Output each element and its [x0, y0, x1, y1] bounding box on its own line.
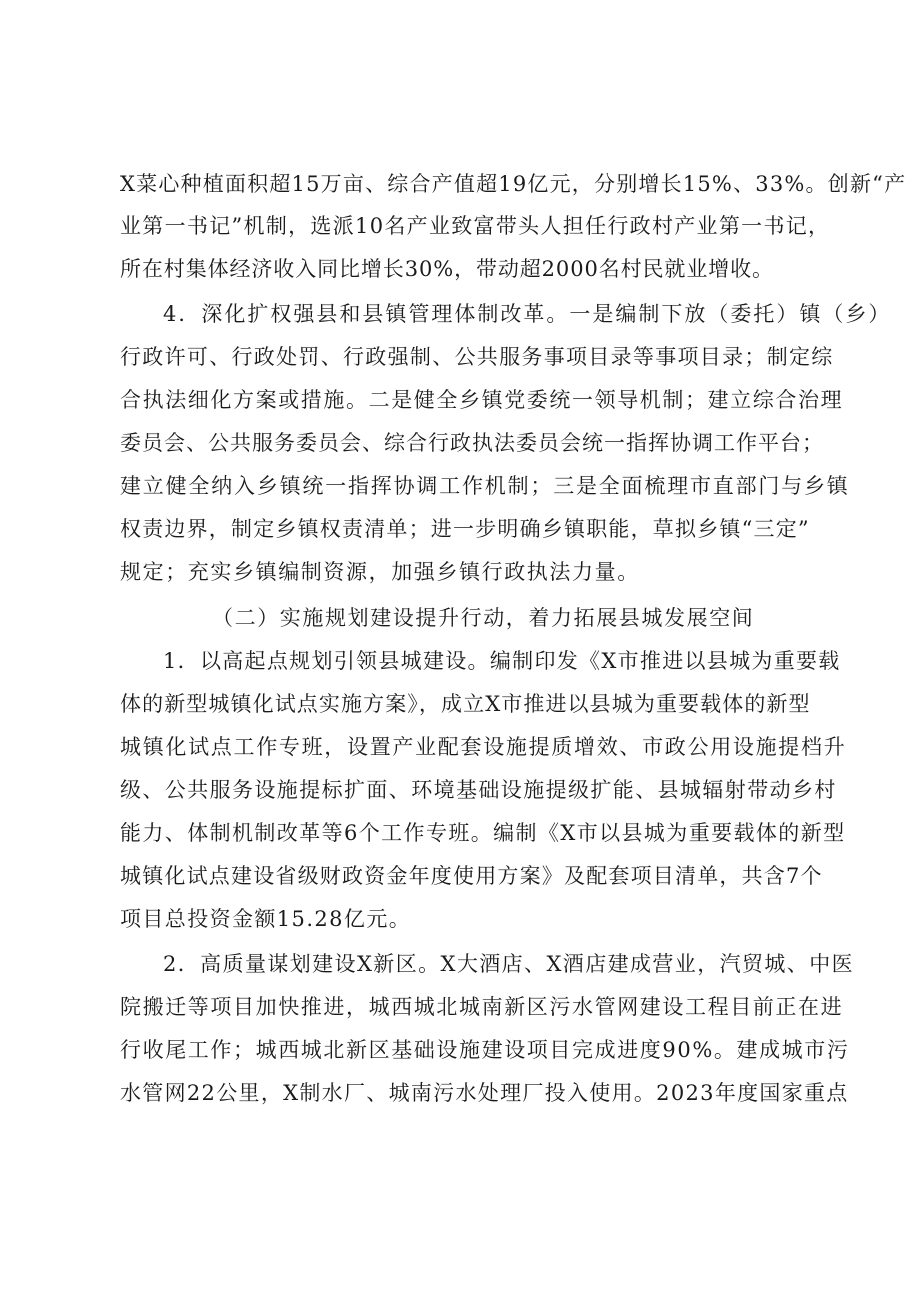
paragraph-line: 项目总投资金额15.28亿元。	[120, 907, 412, 931]
paragraph-line: 委员会、公共服务委员会、综合行政执法委员会统一指挥协调工作平台；	[120, 431, 824, 455]
paragraph-line: 行收尾工作；城西城北新区基础设施建设项目完成进度90%。建成城市污	[120, 1038, 850, 1062]
paragraph-line: 建立健全纳入乡镇统一指挥协调工作机制；三是全面梳理市直部门与乡镇	[120, 474, 850, 498]
paragraph-line: 城镇化试点建设省级财政资金年度使用方案》及配套项目清单，共含7个	[120, 864, 823, 888]
paragraph-line: 行政许可、行政处罚、行政强制、公共服务事项目录等事项目录；制定综	[120, 345, 834, 369]
paragraph-line: 合执法细化方案或措施。二是健全乡镇党委统一领导机制；建立综合治理	[120, 388, 844, 412]
paragraph-line: X菜心种植面积超15万亩、综合产值超19亿元，分别增长15%、33%。创新“产	[120, 172, 907, 196]
section-heading: （二）实施规划建设提升行动，着力拓展县城发展空间	[212, 606, 755, 630]
paragraph-line: 4．深化扩权强县和县镇管理体制改革。一是编制下放（委托）镇（乡）	[163, 302, 892, 326]
paragraph-line: 体的新型城镇化试点实施方案》，成立X市推进以县城为重要载体的新型	[120, 692, 811, 716]
paragraph-line: 2．高质量谋划建设X新区。X大酒店、X酒店建成营业，汽贸城、中医	[163, 952, 855, 976]
paragraph-line: 水管网22公里，X制水厂、城南污水处理厂投入使用。2023年度国家重点	[120, 1081, 849, 1105]
paragraph-line: 规定；充实乡镇编制资源，加强乡镇行政执法力量。	[120, 560, 640, 584]
paragraph-line: 权责边界，制定乡镇权责清单；进一步明确乡镇职能，草拟乡镇“三定”	[120, 517, 810, 541]
paragraph-line: 能力、体制机制改革等6个工作专班。编制《X市以县城为重要载体的新型	[120, 821, 846, 845]
paragraph-line: 级、公共服务设施提标扩面、环境基础设施提级扩能、县城辐射带动乡村	[120, 778, 837, 802]
paragraph-line: 业第一书记”机制，选派10名产业致富带头人担任行政村产业第一书记，	[120, 214, 831, 238]
paragraph-line: 城镇化试点工作专班，设置产业配套设施提质增效、市政公用设施提档升	[120, 735, 847, 759]
paragraph-line: 所在村集体经济收入同比增长30%，带动超2000名村民就业增收。	[120, 257, 774, 281]
paragraph-line: 1．以高起点规划引领县城建设。编制印发《X市推进以县城为重要载	[163, 649, 841, 673]
paragraph-line: 院搬迁等项目加快推进，城西城北城南新区污水管网建设工程目前正在进	[120, 995, 844, 1019]
